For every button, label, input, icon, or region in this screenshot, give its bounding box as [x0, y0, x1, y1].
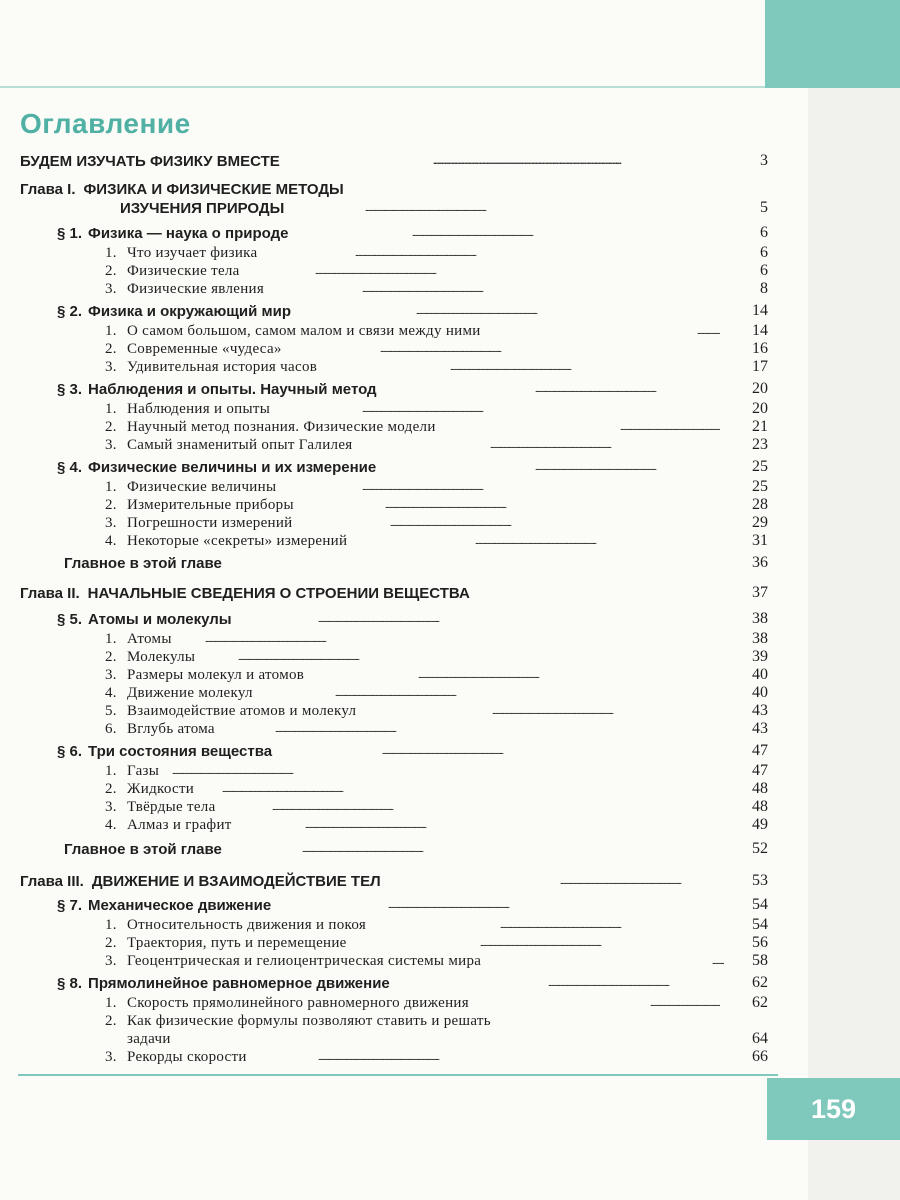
entry-label: Физические величины и их измерение: [88, 458, 377, 476]
entry-page: 20: [752, 380, 768, 397]
entry-label: Атомы: [127, 630, 172, 647]
item-number: 2.: [105, 648, 117, 665]
toc-item: [0, 514, 900, 532]
toc-chapter-summary: [0, 840, 900, 858]
entry-label: Алмаз и графит: [127, 816, 232, 833]
entry-page: 64: [752, 1030, 768, 1047]
item-number: 2.: [105, 418, 117, 435]
chapter-label: Глава I.: [20, 180, 76, 198]
chapter-title-line2: ИЗУЧЕНИЯ ПРИРОДЫ: [120, 199, 285, 217]
item-number: 3.: [105, 798, 117, 815]
entry-label: Главное в этой главе: [64, 554, 222, 572]
toc-chapter-3: [0, 872, 900, 890]
toc-item: [0, 934, 900, 952]
toc-item: [0, 816, 900, 834]
entry-page: 31: [752, 532, 768, 549]
entry-page: 62: [752, 994, 768, 1011]
item-number: 3.: [105, 666, 117, 683]
item-number: 1.: [105, 630, 117, 647]
entry-page: 56: [752, 934, 768, 951]
entry-page: 21: [752, 418, 768, 435]
toc-chapter-summary: [0, 554, 900, 572]
entry-page: 25: [752, 458, 768, 475]
section-number: § 1.: [57, 224, 83, 242]
toc-item: [0, 648, 900, 666]
item-number: 2.: [105, 934, 117, 951]
toc-section-6: [0, 742, 900, 760]
item-number: 1.: [105, 762, 117, 779]
bottom-rule: [18, 1074, 778, 1076]
top-rule: [0, 86, 765, 88]
toc-item: [0, 244, 900, 262]
toc-chapter-1-line2: [0, 199, 900, 217]
entry-label: Взаимодействие атомов и молекул: [127, 702, 357, 719]
item-number: 1.: [105, 322, 117, 339]
section-number: § 7.: [57, 896, 83, 914]
entry-label: Физика и окружающий мир: [88, 302, 292, 320]
toc-item: [0, 702, 900, 720]
page-title: Оглавление: [20, 108, 191, 139]
entry-label: Относительность движения и покоя: [127, 916, 367, 933]
toc-item: [0, 400, 900, 418]
entry-page: 38: [752, 610, 768, 627]
entry-label: Некоторые «секреты» измерений: [127, 532, 348, 549]
item-number: 2.: [105, 262, 117, 279]
toc-item: [0, 532, 900, 550]
entry-page: 29: [752, 514, 768, 531]
item-number: 3.: [105, 436, 117, 453]
entry-label: Научный метод познания. Физические модели: [127, 418, 436, 435]
section-number: § 6.: [57, 742, 83, 760]
item-number: 4.: [105, 816, 117, 833]
entry-label: О самом большом, самом малом и связи между ними: [127, 322, 481, 339]
entry-label: Геоцентрическая и гелиоцентрическая системы мира: [127, 952, 482, 969]
entry-page: 40: [752, 666, 768, 683]
entry-label: Размеры молекул и атомов: [127, 666, 305, 683]
entry-label: Наблюдения и опыты: [127, 400, 271, 417]
entry-label: Современные «чудеса»: [127, 340, 282, 357]
toc-item-multiline: [0, 1012, 900, 1030]
entry-page: 14: [752, 302, 768, 319]
entry-label: Измерительные приборы: [127, 496, 294, 513]
entry-label: Физические явления: [127, 280, 265, 297]
entry-page: 47: [752, 762, 768, 779]
entry-page: 23: [752, 436, 768, 453]
entry-page: 54: [752, 896, 768, 913]
chapter-title: ДВИЖЕНИЕ И ВЗАИМОДЕЙСТВИЕ ТЕЛ: [91, 872, 381, 890]
section-number: § 2.: [57, 302, 83, 320]
entry-page: 6: [760, 262, 768, 279]
toc-item: [0, 762, 900, 780]
entry-label-continuation: задачи: [127, 1030, 171, 1047]
entry-label: Главное в этой главе: [64, 840, 222, 858]
section-number: § 5.: [57, 610, 83, 628]
entry-page: 47: [752, 742, 768, 759]
toc-section-4: [0, 458, 900, 476]
toc-item: [0, 916, 900, 934]
section-number: § 4.: [57, 458, 83, 476]
toc-item: [0, 952, 900, 970]
entry-label: Атомы и молекулы: [88, 610, 232, 628]
entry-label: Скорость прямолинейного равномерного движения: [127, 994, 469, 1011]
item-number: 3.: [105, 952, 117, 969]
chapter-title-line1: ФИЗИКА И ФИЗИЧЕСКИЕ МЕТОДЫ: [83, 180, 344, 198]
entry-page: 20: [752, 400, 768, 417]
entry-label: Вглубь атома: [127, 720, 215, 737]
entry-label: Физические величины: [127, 478, 277, 495]
item-number: 2.: [105, 780, 117, 797]
entry-page: 5: [760, 199, 768, 216]
entry-page: 17: [752, 358, 768, 375]
toc-item: [0, 994, 900, 1012]
entry-label: Жидкости: [127, 780, 195, 797]
item-number: 1.: [105, 916, 117, 933]
item-number: 1.: [105, 994, 117, 1011]
toc-item: [0, 340, 900, 358]
entry-label: Движение молекул: [127, 684, 253, 701]
entry-page: 66: [752, 1048, 768, 1065]
item-number: 3.: [105, 1048, 117, 1065]
entry-label: Прямолинейное равномерное движение: [88, 974, 390, 992]
item-number: 4.: [105, 684, 117, 701]
toc-item: [0, 780, 900, 798]
section-number: § 8.: [57, 974, 83, 992]
entry-page: 3: [760, 152, 768, 169]
item-number: 2.: [105, 1012, 117, 1029]
entry-page: 48: [752, 780, 768, 797]
toc-section-2: [0, 302, 900, 320]
toc-item: [0, 280, 900, 298]
entry-label: Рекорды скорости: [127, 1048, 247, 1065]
toc-entry-intro: [0, 152, 900, 170]
entry-label: Газы: [127, 762, 160, 779]
section-number: § 3.: [57, 380, 83, 398]
toc-section-1: [0, 224, 900, 242]
entry-page: 37: [752, 584, 768, 601]
chapter-label: Глава II.: [20, 584, 80, 602]
entry-label: Механическое движение: [88, 896, 272, 914]
toc-section-8: [0, 974, 900, 992]
toc-chapter-1: [0, 180, 900, 198]
toc-item: [0, 358, 900, 376]
entry-label: Молекулы: [127, 648, 196, 665]
entry-page: 16: [752, 340, 768, 357]
entry-label: Три состояния вещества: [88, 742, 273, 760]
entry-label: Что изучает физика: [127, 244, 258, 261]
item-number: 5.: [105, 702, 117, 719]
entry-page: 14: [752, 322, 768, 339]
toc-section-5: [0, 610, 900, 628]
toc-item: [0, 436, 900, 454]
item-number: 4.: [105, 532, 117, 549]
entry-label: Удивительная история часов: [127, 358, 318, 375]
item-number: 2.: [105, 340, 117, 357]
toc-item: [0, 666, 900, 684]
item-number: 2.: [105, 496, 117, 513]
toc-section-7: [0, 896, 900, 914]
entry-label: Погрешности измерений: [127, 514, 293, 531]
entry-page: 36: [752, 554, 768, 571]
toc-item: [0, 322, 900, 340]
entry-page: 38: [752, 630, 768, 647]
entry-page: 52: [752, 840, 768, 857]
entry-page: 39: [752, 648, 768, 665]
toc-item: [0, 684, 900, 702]
entry-label: Физические тела: [127, 262, 240, 279]
entry-page: 25: [752, 478, 768, 495]
entry-label: Траектория, путь и перемещение: [127, 934, 347, 951]
toc-item: [0, 798, 900, 816]
top-tab-decoration: [765, 0, 900, 88]
item-number: 3.: [105, 358, 117, 375]
entry-page: 54: [752, 916, 768, 933]
entry-page: 43: [752, 702, 768, 719]
item-number: 1.: [105, 400, 117, 417]
entry-label: Твёрдые тела: [127, 798, 216, 815]
entry-page: 6: [760, 224, 768, 241]
entry-label: БУДЕМ ИЗУЧАТЬ ФИЗИКУ ВМЕСТЕ: [20, 152, 280, 170]
entry-page: 8: [760, 280, 768, 297]
item-number: 1.: [105, 478, 117, 495]
chapter-title: НАЧАЛЬНЫЕ СВЕДЕНИЯ О СТРОЕНИИ ВЕЩЕСТВА: [87, 584, 470, 602]
page-number-badge: 159: [767, 1078, 900, 1140]
entry-label: Самый знаменитый опыт Галилея: [127, 436, 353, 453]
toc-item: [0, 630, 900, 648]
entry-page: 48: [752, 798, 768, 815]
toc-section-3: [0, 380, 900, 398]
entry-page: 62: [752, 974, 768, 991]
entry-page: 43: [752, 720, 768, 737]
entry-label: Как физические формулы позволяют ставить и решать: [127, 1012, 491, 1029]
toc-item-continuation: [0, 1030, 900, 1048]
toc-item: [0, 418, 900, 436]
entry-label: Физика — наука о природе: [88, 224, 289, 242]
entry-page: 40: [752, 684, 768, 701]
item-number: 1.: [105, 244, 117, 261]
entry-page: 28: [752, 496, 768, 513]
toc-chapter-2: [0, 584, 900, 602]
entry-label: Наблюдения и опыты. Научный метод: [88, 380, 377, 398]
entry-page: 53: [752, 872, 768, 889]
toc-item: [0, 720, 900, 738]
toc-item: [0, 496, 900, 514]
toc-item: [0, 478, 900, 496]
item-number: 3.: [105, 514, 117, 531]
entry-page: 49: [752, 816, 768, 833]
toc-item: [0, 1048, 900, 1066]
chapter-label: Глава III.: [20, 872, 84, 890]
item-number: 6.: [105, 720, 117, 737]
entry-page: 6: [760, 244, 768, 261]
item-number: 3.: [105, 280, 117, 297]
entry-page: 58: [752, 952, 768, 969]
toc-item: [0, 262, 900, 280]
